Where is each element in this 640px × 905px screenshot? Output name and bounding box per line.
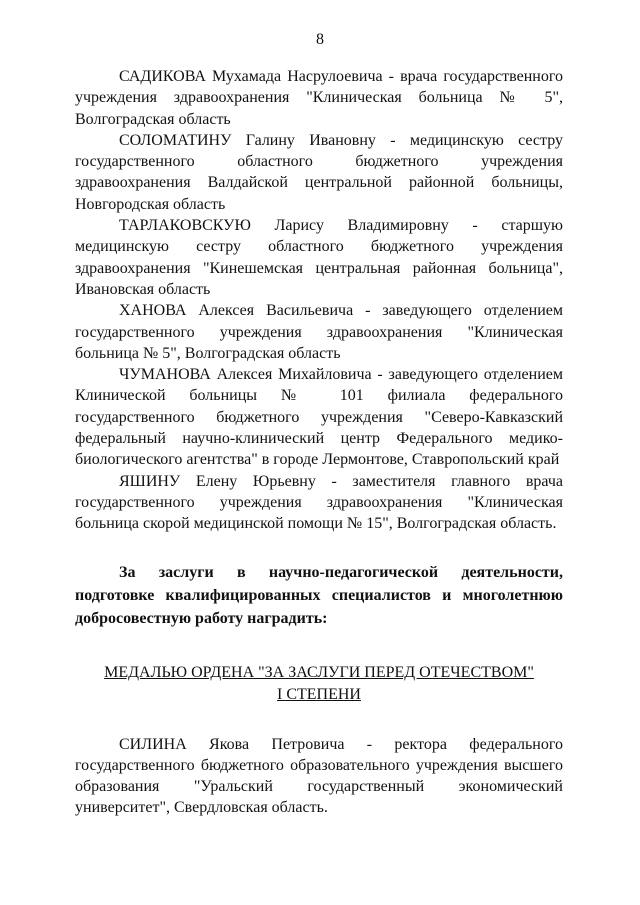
award-recipient-paragraph: ЧУМАНОВА Алексея Михайловича - заведующего отделением Клинической больницы № 101 филиала федерального государственного бюджетного учреждения "Северо-Кавказский федеральный научно-клинический центр Федерального медико-биологического агентства" в городе Лермонтове, Ставропольский край [75, 366, 563, 469]
award-title-line-2: I СТЕПЕНИ [277, 685, 361, 703]
award-title-line-1: МЕДАЛЬЮ ОРДЕНА "ЗА ЗАСЛУГИ ПЕРЕД ОТЕЧЕСТВОМ" [104, 663, 534, 681]
document-body [75, 66, 563, 819]
award-title [75, 662, 563, 706]
award-recipient-paragraph: СОЛОМАТИНУ Галину Ивановну - медицинскую сестру государственного областного бюджетного учреждения здравоохранения Валдайской центральной районной больницы, Новгородская область [75, 131, 563, 213]
award-recipient-paragraph: ЯШИНУ Елену Юрьевну - заместителя главного врача государственного учреждения здравоохранения "Клиническая больница скорой медицинской помощи № 15", Волгоградская область. [75, 472, 563, 533]
merit-statement: За заслуги в научно-педагогической деятельности, подготовке квалифицированных специалистов и многолетнюю добросовестную работу наградить: [75, 563, 563, 627]
award-recipient-paragraph: ХАНОВА Алексея Васильевича - заведующего отделением государственного учреждения здравоохранения "Клиническая больница № 5", Волгоградская область [75, 302, 563, 362]
award-recipient-paragraph: САДИКОВА Мухамада Насрулоевича - врача государственного учреждения здравоохранения "Клиническая больница № 5", Волгоградская область [75, 68, 563, 128]
award-recipient-paragraph: СИЛИНА Якова Петровича - ректора федерального государственного бюджетного образовательного учреждения высшего образования "Уральский государственный экономический университет", Свердловская область. [75, 735, 563, 817]
award-recipient-paragraph: ТАРЛАКОВСКУЮ Ларису Владимировну - старшую медицинскую сестру областного бюджетного учреждения здравоохранения "Кинешемская центральная районная больница", Ивановская область [75, 217, 563, 298]
page-number: 8 [316, 31, 324, 48]
